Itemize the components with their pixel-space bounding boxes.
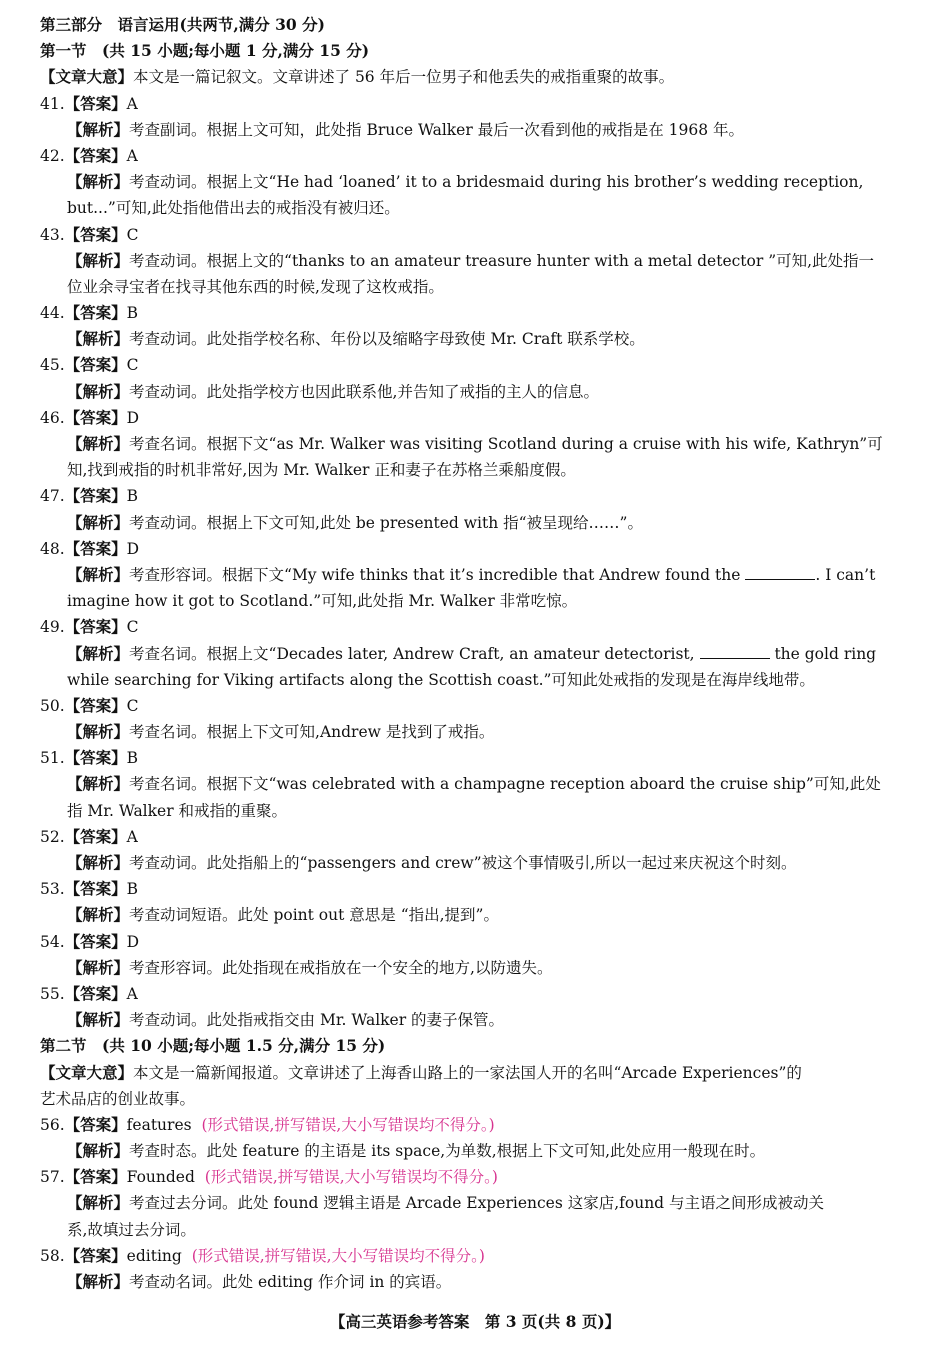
analysis-label: 【解析】 <box>67 119 130 139</box>
analysis-text: 考查时态。此处 feature 的主语是 its space,为单数,根据上下文可知,此处应用一般现在时。 <box>129 1142 766 1161</box>
answer-line <box>40 981 912 1007</box>
analysis-line <box>40 169 912 195</box>
item-number: 57. <box>40 1168 65 1187</box>
answer-value: A <box>126 827 138 846</box>
item-number: 51. <box>40 749 65 768</box>
answer-value: D <box>126 539 140 558</box>
answer-label: 【答案】 <box>64 1245 127 1265</box>
analysis-line <box>40 117 912 143</box>
analysis-line <box>40 1138 912 1164</box>
answer-value: C <box>126 618 139 637</box>
analysis-continuation: 指 Mr. Walker 和戒指的重聚。 <box>67 801 288 820</box>
item-number: 55. <box>40 984 65 1003</box>
analysis-label: 【解析】 <box>67 512 130 532</box>
analysis-text: 考查名词。根据下文“was celebrated with a champagne reception aboard the cruise ship”可知,此处 <box>129 775 881 794</box>
answer-value: features <box>126 1115 192 1134</box>
item-number: 53. <box>40 880 65 899</box>
analysis-line <box>40 431 912 457</box>
analysis-label: 【解析】 <box>67 853 130 872</box>
analysis-continuation: imagine how it got to Scotland.”可知,此处指 Mr. Walker 非常吃惊。 <box>67 592 578 611</box>
item-number: 52. <box>40 827 65 846</box>
answer-label: 【答案】 <box>64 931 127 951</box>
answer-value: A <box>126 146 138 165</box>
answer-line <box>40 1164 912 1190</box>
analysis-label: 【解析】 <box>67 774 130 794</box>
answer-label: 【答案】 <box>64 303 127 323</box>
analysis-label: 【解析】 <box>67 172 130 192</box>
answer-value: B <box>126 487 139 506</box>
analysis-text: 考查形容词。此处指现在戒指放在一个安全的地方,以防遗失。 <box>129 958 553 977</box>
analysis-text: the gold ring <box>774 644 877 663</box>
analysis-line <box>40 248 912 274</box>
answer-label: 【答案】 <box>64 695 127 715</box>
grading-note: (形式错误,拼写错误,大小写错误均不得分。) <box>201 1115 495 1134</box>
answer-label: 【答案】 <box>64 983 127 1003</box>
section2-title: 第二节 (共 10 小题;每小题 1.5 分,满分 15 分) <box>40 1036 386 1056</box>
summary-text: 本文是一篇记叙文。文章讲述了 56 年后一位男子和他丢失的戒指重聚的故事。 <box>133 68 675 87</box>
summary-label: 【文章大意】 <box>40 67 134 87</box>
answer-line <box>40 824 912 850</box>
analysis-text: 考查动词。根据上下文可知,此处 be presented with 指“被呈现给……”。 <box>129 513 643 532</box>
analysis-text: 考查动词。此处指学校名称、年份以及缩略字母致使 Mr. Craft 联系学校。 <box>129 330 645 349</box>
answer-line <box>40 483 912 509</box>
answer-label: 【答案】 <box>64 748 127 768</box>
analysis-continuation: while searching for Viking artifacts along the Scottish coast.”可知此处戒指的发现是在海岸线地带。 <box>67 670 815 689</box>
grading-note: (形式错误,拼写错误,大小写错误均不得分。) <box>204 1168 498 1187</box>
analysis-line <box>40 326 912 352</box>
analysis-line <box>40 641 912 667</box>
analysis-text: 考查过去分词。此处 found 逻辑主语是 Arcade Experiences 这家店,found 与主语之间形成被动关 <box>129 1194 825 1213</box>
answer-line <box>40 1243 912 1269</box>
answer-label: 【答案】 <box>64 1114 127 1134</box>
item-number: 47. <box>40 487 65 506</box>
answer-document <box>40 12 912 1295</box>
item-number: 43. <box>40 225 65 244</box>
answer-label: 【答案】 <box>64 93 127 113</box>
analysis-text: 考查动词。根据上文的“thanks to an amateur treasure hunter with a metal detector ”可知,此处指一 <box>129 251 875 270</box>
answer-line <box>40 91 912 117</box>
answer-value: C <box>126 696 139 715</box>
analysis-continuation: but...”可知,此处指他借出去的戒指没有被归还。 <box>67 199 400 218</box>
analysis-text: . I can’t <box>815 565 876 584</box>
analysis-line <box>40 850 912 876</box>
answer-line <box>40 876 912 902</box>
analysis-label: 【解析】 <box>67 1193 130 1213</box>
analysis-label: 【解析】 <box>67 329 130 349</box>
answer-line <box>40 1112 912 1138</box>
analysis-label: 【解析】 <box>67 434 130 453</box>
analysis-line <box>40 1007 912 1033</box>
analysis-label: 【解析】 <box>67 1141 130 1161</box>
answer-value: Founded <box>126 1168 195 1187</box>
analysis-line <box>40 719 912 745</box>
answer-line <box>40 352 912 378</box>
item-number: 46. <box>40 408 65 427</box>
answer-line <box>40 300 912 326</box>
analysis-text: 考查动词。此处指船上的“passengers and crew”被这个事情吸引,所以一起过来庆祝这个时刻。 <box>129 854 797 872</box>
analysis-label: 【解析】 <box>67 643 130 663</box>
analysis-text: 考查副词。根据上文可知，此处指 Bruce Walker 最后一次看到他的戒指是在 1968 年。 <box>129 120 744 139</box>
analysis-text: 考查动词。此处指学校方也因此联系他,并告知了戒指的主人的信息。 <box>129 382 599 401</box>
answer-value: D <box>126 408 140 427</box>
analysis-text: 考查动词。此处指戒指交由 Mr. Walker 的妻子保管。 <box>129 1011 505 1030</box>
item-number: 58. <box>40 1246 65 1265</box>
answer-label: 【答案】 <box>64 224 127 244</box>
analysis-continuation: 知,找到戒指的时机非常好,因为 Mr. Walker 正和妻子在苏格兰乘船度假。 <box>67 461 576 480</box>
item-number: 50. <box>40 696 65 715</box>
analysis-text: 考查动词短语。此处 point out 意思是 “指出,提到”。 <box>129 906 499 925</box>
analysis-line <box>40 379 912 405</box>
item-number: 45. <box>40 356 65 375</box>
analysis-line <box>40 562 912 588</box>
item-number: 48. <box>40 539 65 558</box>
analysis-line <box>40 955 912 981</box>
item-number: 54. <box>40 932 65 951</box>
analysis-label: 【解析】 <box>67 564 130 584</box>
analysis-line <box>40 902 912 928</box>
answer-label: 【答案】 <box>64 826 127 846</box>
section1-title: 第一节 (共 15 小题;每小题 1 分,满分 15 分) <box>40 41 370 61</box>
analysis-text: 考查形容词。根据下文“My wife thinks that it’s incredible that Andrew found the <box>129 565 741 584</box>
analysis-label: 【解析】 <box>67 250 130 270</box>
answer-label: 【答案】 <box>64 1167 127 1187</box>
answer-label: 【答案】 <box>64 617 127 637</box>
analysis-label: 【解析】 <box>67 381 130 401</box>
answer-label: 【答案】 <box>64 355 127 375</box>
analysis-line <box>40 1269 912 1295</box>
analysis-text: 考查动名词。此处 editing 作介词 in 的宾语。 <box>129 1273 452 1291</box>
analysis-label: 【解析】 <box>67 1010 130 1030</box>
summary-continuation: 艺术品店的创业故事。 <box>40 1089 196 1108</box>
analysis-text: 考查名词。根据下文“as Mr. Walker was visiting Scotland during a cruise with his wife, Kathryn”可 <box>129 435 883 453</box>
answer-label: 【答案】 <box>64 407 127 427</box>
item-number: 42. <box>40 146 65 165</box>
analysis-label: 【解析】 <box>67 905 130 925</box>
answer-label: 【答案】 <box>64 538 127 558</box>
section1-summary <box>40 64 912 90</box>
answer-line <box>40 929 912 955</box>
analysis-line <box>40 1190 912 1216</box>
blank-underline <box>745 565 815 580</box>
blank-underline <box>700 644 770 659</box>
answer-value: B <box>126 304 139 323</box>
summary-label: 【文章大意】 <box>40 1062 134 1082</box>
item-number: 49. <box>40 618 65 637</box>
answer-value: D <box>126 932 140 951</box>
item-number: 41. <box>40 94 65 113</box>
analysis-continuation: 系,故填过去分词。 <box>67 1220 196 1239</box>
answer-line <box>40 536 912 562</box>
analysis-label: 【解析】 <box>67 957 130 977</box>
item-number: 44. <box>40 304 65 323</box>
answer-label: 【答案】 <box>64 879 127 899</box>
analysis-line <box>40 510 912 536</box>
answer-value: A <box>126 94 138 113</box>
answer-label: 【答案】 <box>64 145 127 165</box>
answer-value: B <box>126 749 139 768</box>
analysis-line <box>40 771 912 797</box>
analysis-label: 【解析】 <box>67 722 130 742</box>
answer-line <box>40 143 912 169</box>
answer-value: editing <box>126 1246 182 1265</box>
analysis-continuation: 位业余寻宝者在找寻其他东西的时候,发现了这枚戒指。 <box>67 277 444 296</box>
answer-line <box>40 693 912 719</box>
part-title: 第三部分 语言运用(共两节,满分 30 分) <box>40 15 325 34</box>
answer-value: C <box>126 225 139 244</box>
summary-text: 本文是一篇新闻报道。文章讲述了上海香山路上的一家法国人开的名叫“Arcade Experiences”的 <box>133 1063 802 1082</box>
page-footer: 【高三英语参考答案 第 3 页(共 8 页)】 <box>329 1312 621 1331</box>
answer-value: C <box>126 356 139 375</box>
grading-note: (形式错误,拼写错误,大小写错误均不得分。) <box>191 1246 485 1265</box>
answer-line <box>40 614 912 640</box>
analysis-text: 考查名词。根据上文“Decades later, Andrew Craft, an amateur detectorist, <box>129 644 695 663</box>
analysis-text: 考查动词。根据上文“He had ‘loaned’ it to a bridesmaid during his brother’s wedding reception, <box>129 173 864 192</box>
answer-label: 【答案】 <box>64 486 127 506</box>
answer-value: A <box>126 984 138 1003</box>
analysis-text: 考查名词。根据上下文可知,Andrew 是找到了戒指。 <box>129 723 495 742</box>
answer-line <box>40 405 912 431</box>
answer-line <box>40 222 912 248</box>
analysis-label: 【解析】 <box>67 1272 130 1291</box>
section2-summary <box>40 1060 912 1086</box>
answer-line <box>40 745 912 771</box>
answer-value: B <box>126 880 139 899</box>
item-number: 56. <box>40 1115 65 1134</box>
